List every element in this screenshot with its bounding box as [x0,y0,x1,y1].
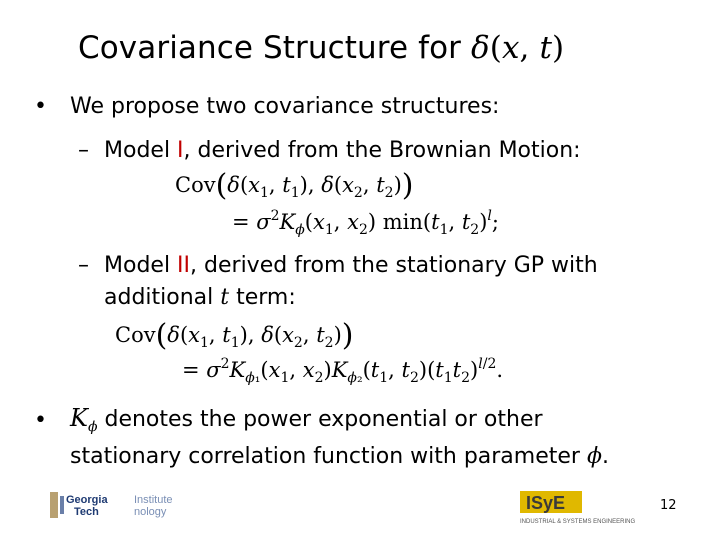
model-1-equation-line-2: = $\sigma^2K_\phi(x_1$, $x_2$) $\min(t_1$, $t_2)^l$; [232,208,499,238]
model-2-numeral: II [177,253,191,278]
model-2-equation-line-2: = $\sigma^2K_{\phi_1}(x_1$, $x_2)K_{\phi_2}(t_1$, $t_2)(t_1t_2)^{l/2}$. [182,356,504,386]
model-2-equation-line-1: $Cov(\delta(x_1$, $t_1$), $\delta(x_2$, $t_2$)) [115,318,354,353]
bullet-2-line-1 [70,404,543,435]
bullet-marker-1: • [34,94,47,119]
svg-text:Georgia: Georgia [66,494,108,506]
model-2-prefix: Model [104,253,178,278]
svg-text:nology: nology [134,506,167,518]
model-2-suffix: , derived from the stationary GP with [190,253,598,278]
svg-text:Institute: Institute [134,494,173,506]
bullet-2-text-2: stationary correlation function with parameter [70,444,587,469]
svg-text:Tech: Tech [74,506,99,518]
bullet-marker-2: • [34,408,47,433]
slide-title-text: Covariance Structure for [78,30,471,66]
svg-text:ISyE: ISyE [526,493,566,513]
bullet-1-text: We propose two covariance structures: [70,94,500,119]
svg-text:INDUSTRIAL & SYSTEMS ENGINEERI: INDUSTRIAL & SYSTEMS ENGINEERING [520,519,636,525]
model-1-heading [104,138,581,163]
model-1-suffix: , derived from the Brownian Motion: [183,138,581,163]
bullet-2-line-2 [70,444,609,469]
georgia-tech-logo [50,490,240,520]
slide-title-math: δ(x, t) [470,30,565,66]
model-2-heading-line-2 [104,285,296,310]
isye-logo [520,491,650,525]
slide-title [78,30,564,66]
bullet-2-text-1: denotes the power exponential or other [97,407,543,432]
page-number: 12 [660,498,677,513]
model-2-line2-math: t [220,285,230,310]
bullet-2-math: $K_\phi$ [70,404,98,435]
model-2-heading [104,253,598,278]
model-2-line2-text: additional [104,285,221,310]
dash-marker-1: – [78,138,89,163]
dash-marker-2: – [78,253,89,278]
bullet-2-end: . [601,444,609,469]
model-2-line2-end: term: [229,285,296,310]
model-1-prefix: Model [104,138,178,163]
bullet-2-math-2: ϕ [586,444,602,469]
model-1-numeral: I [177,138,184,163]
model-1-equation-line-1: $Cov(\delta(x_1$, $t_1$), $\delta(x_2$, $t_2$)) [175,168,414,203]
